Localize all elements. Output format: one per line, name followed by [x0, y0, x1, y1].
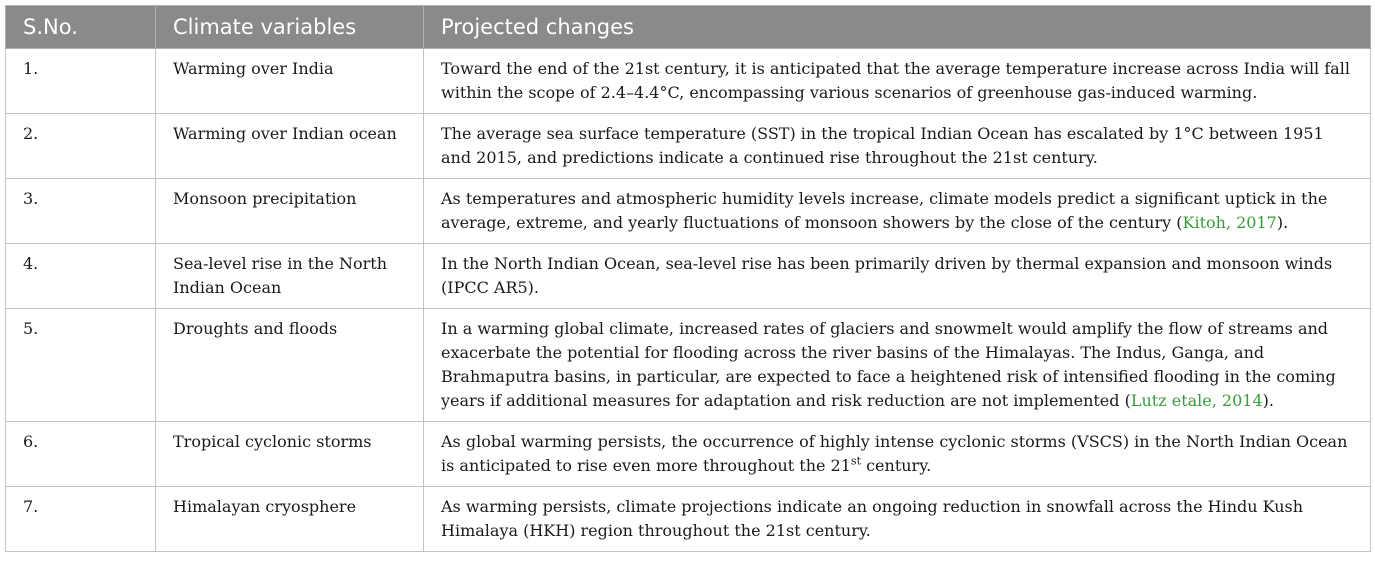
row-change: As warming persists, climate projections indicate an ongoing reduction in snowfall across the Hindu Kush Himalaya (HKH) region throughout the 21st century.	[424, 487, 1371, 552]
table-row	[6, 244, 1371, 309]
row-change-text: As global warming persists, the occurrence of highly intense cyclonic storms (VSCS) in the North Indian Ocean is anticipated to rise even more throughout the 21	[441, 432, 1348, 475]
climate-projections-table	[5, 5, 1371, 552]
row-variable: Droughts and floods	[156, 309, 424, 422]
row-change	[424, 179, 1371, 244]
reference-link[interactable]: Kitoh, 2017	[1182, 213, 1277, 232]
row-change-text: As temperatures and atmospheric humidity levels increase, climate models predict a significant uptick in the average, extreme, and yearly fluctuations of monsoon showers by the close of the century (	[441, 189, 1328, 232]
reference-link[interactable]: Lutz etale, 2014	[1130, 391, 1263, 410]
superscript: st	[850, 454, 861, 468]
row-change	[424, 309, 1371, 422]
row-variable: Warming over India	[156, 49, 424, 114]
row-change-tail: ).	[1262, 391, 1274, 410]
table-row	[6, 114, 1371, 179]
row-change-tail: ).	[1276, 213, 1289, 232]
row-change: Toward the end of the 21st century, it is anticipated that the average temperature increase across India will fall within the scope of 2.4–4.4°C, encompassing various scenarios of greenhouse gas-induced warming.	[424, 49, 1371, 114]
row-number: 4.	[6, 244, 156, 309]
table-row	[6, 487, 1371, 552]
row-change: The average sea surface temperature (SST) in the tropical Indian Ocean has escalated by 1°C between 1951 and 2015, and predictions indicate a continued rise throughout the 21st century.	[424, 114, 1371, 179]
header-sno: S.No.	[6, 6, 156, 49]
row-variable: Monsoon precipitation	[156, 179, 424, 244]
row-number: 1.	[6, 49, 156, 114]
row-number: 2.	[6, 114, 156, 179]
row-number: 7.	[6, 487, 156, 552]
table-row	[6, 49, 1371, 114]
row-number: 6.	[6, 422, 156, 487]
row-change-text: In a warming global climate, increased rates of glaciers and snowmelt would amplify the flow of streams and exacerbate the potential for flooding across the river basins of the Himalayas. The Indus, Ganga, and Brahmaputra basins, in particular, are expected to face a heightened risk of intensified flooding in the coming years if additional measures for adaptation and risk reduction are not implemented (	[441, 319, 1336, 410]
row-change: In the North Indian Ocean, sea-level rise has been primarily driven by thermal expansion and monsoon winds (IPCC AR5).	[424, 244, 1371, 309]
row-variable: Warming over Indian ocean	[156, 114, 424, 179]
table-header-row	[6, 6, 1371, 49]
table-row	[6, 309, 1371, 422]
header-projected-changes: Projected changes	[424, 6, 1371, 49]
table-row	[6, 422, 1371, 487]
row-number: 5.	[6, 309, 156, 422]
row-variable: Himalayan cryosphere	[156, 487, 424, 552]
row-variable: Sea-level rise in the North Indian Ocean	[156, 244, 424, 309]
header-climate-variables: Climate variables	[156, 6, 424, 49]
table-row	[6, 179, 1371, 244]
row-change	[424, 422, 1371, 487]
row-change-tail: century.	[861, 456, 932, 475]
row-number: 3.	[6, 179, 156, 244]
row-variable: Tropical cyclonic storms	[156, 422, 424, 487]
